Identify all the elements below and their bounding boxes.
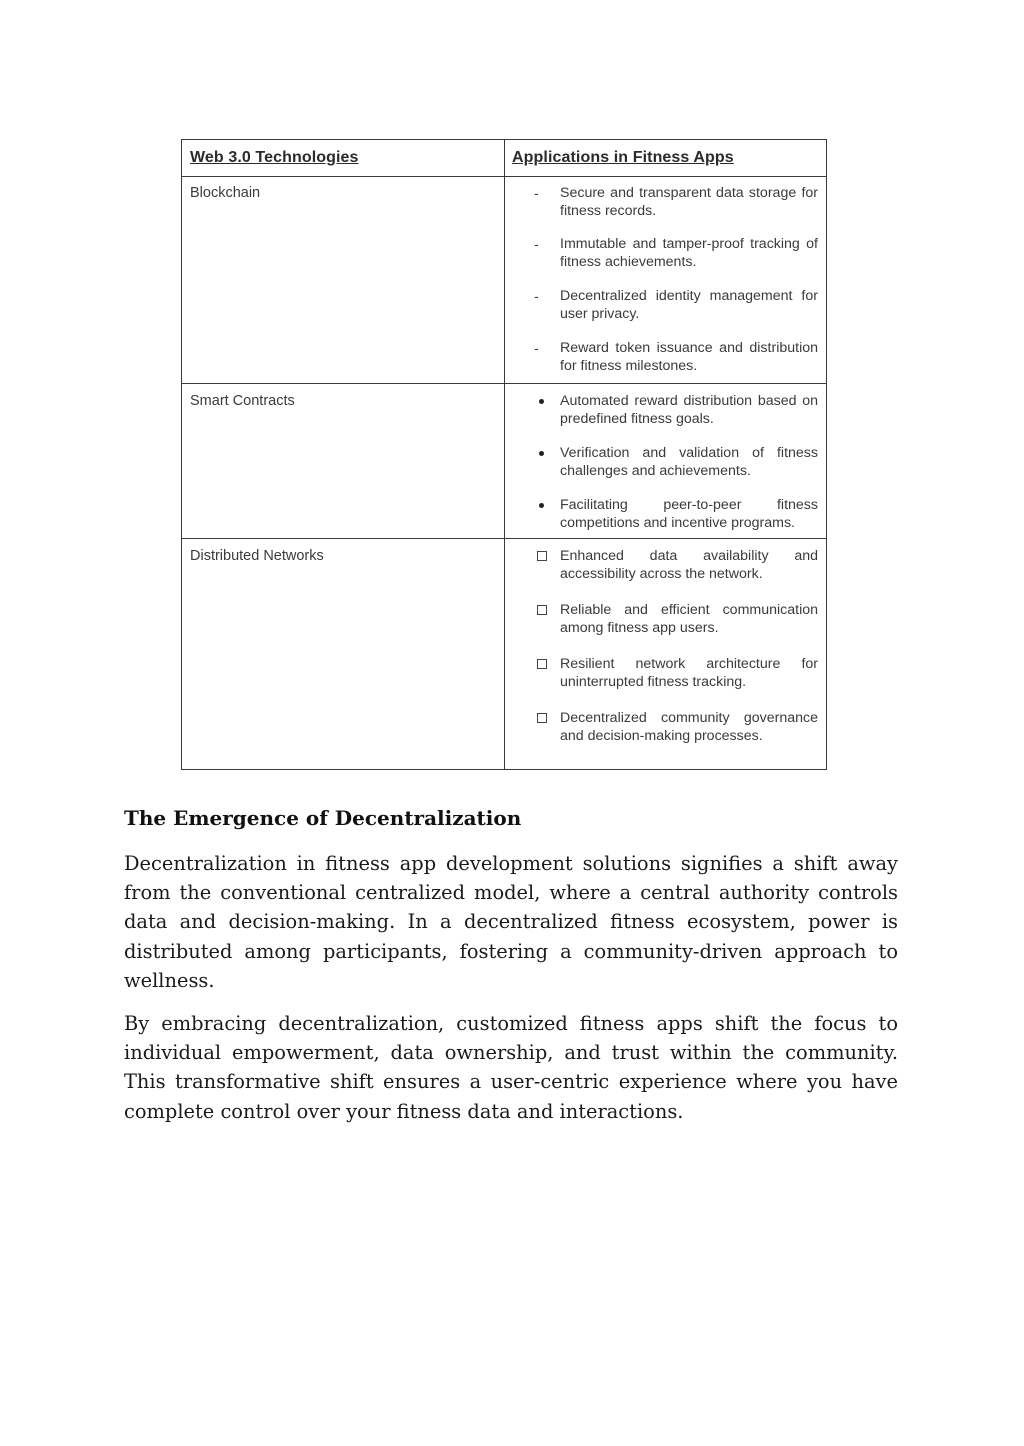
distributed-networks-applications <box>512 548 818 745</box>
list-item: Verification and validation of fitness challenges and achievements. <box>560 445 818 479</box>
header-applications: Applications in Fitness Apps <box>512 149 734 166</box>
list-item: Enhanced data availability and accessibility across the network. <box>560 548 818 582</box>
header-technologies: Web 3.0 Technologies <box>190 149 359 166</box>
technology-smart-contracts: Smart Contracts <box>190 393 295 409</box>
list-item: - Immutable and tamper-proof tracking of fitness achievements. <box>534 236 818 270</box>
list-item: Automated reward distribution based on predefined fitness goals. <box>560 393 818 427</box>
row-divider-2 <box>182 538 826 539</box>
dash-bullet-icon: - <box>534 288 539 304</box>
header-row-divider <box>182 176 826 177</box>
technology-distributed-networks: Distributed Networks <box>190 548 324 564</box>
technology-blockchain: Blockchain <box>190 185 261 201</box>
list-item: - Reward token issuance and distribution for fitness milestones. <box>534 340 818 374</box>
list-item: Decentralized community governance and decision-making processes. <box>560 710 818 744</box>
paragraph-1: Decentralization in fitness app development solutions signifies a shift away from the conventional centralized model, where a central authority controls data and decision-making. In a decentralized fitness ecosystem, power is distributed among participants, fostering a community-driven approach to wellness. <box>124 852 898 992</box>
smart-contracts-applications <box>512 393 818 532</box>
list-item: - Secure and transparent data storage for fitness records. <box>534 185 818 219</box>
list-item: - Decentralized identity management for user privacy. <box>534 288 818 322</box>
section-heading: The Emergence of Decentralization <box>124 806 522 830</box>
dash-bullet-icon: - <box>534 185 539 201</box>
paragraph-2: By embracing decentralization, customized fitness apps shift the focus to individual empowerment, data ownership, and trust within the community. This transformative shift ensures a user-centric experience where you have complete control over your fitness data and interactions. <box>124 1012 898 1123</box>
row-divider-1 <box>182 383 826 384</box>
list-item: Resilient network architecture for uninterrupted fitness tracking. <box>560 656 818 690</box>
column-divider <box>504 140 505 769</box>
dash-bullet-icon: - <box>534 340 539 356</box>
list-item: Facilitating peer-to-peer fitness competitions and incentive programs. <box>560 497 818 531</box>
technologies-table <box>181 139 827 770</box>
dash-bullet-icon: - <box>534 236 539 252</box>
blockchain-applications <box>512 185 818 375</box>
list-item: Reliable and efficient communication among fitness app users. <box>560 602 818 636</box>
